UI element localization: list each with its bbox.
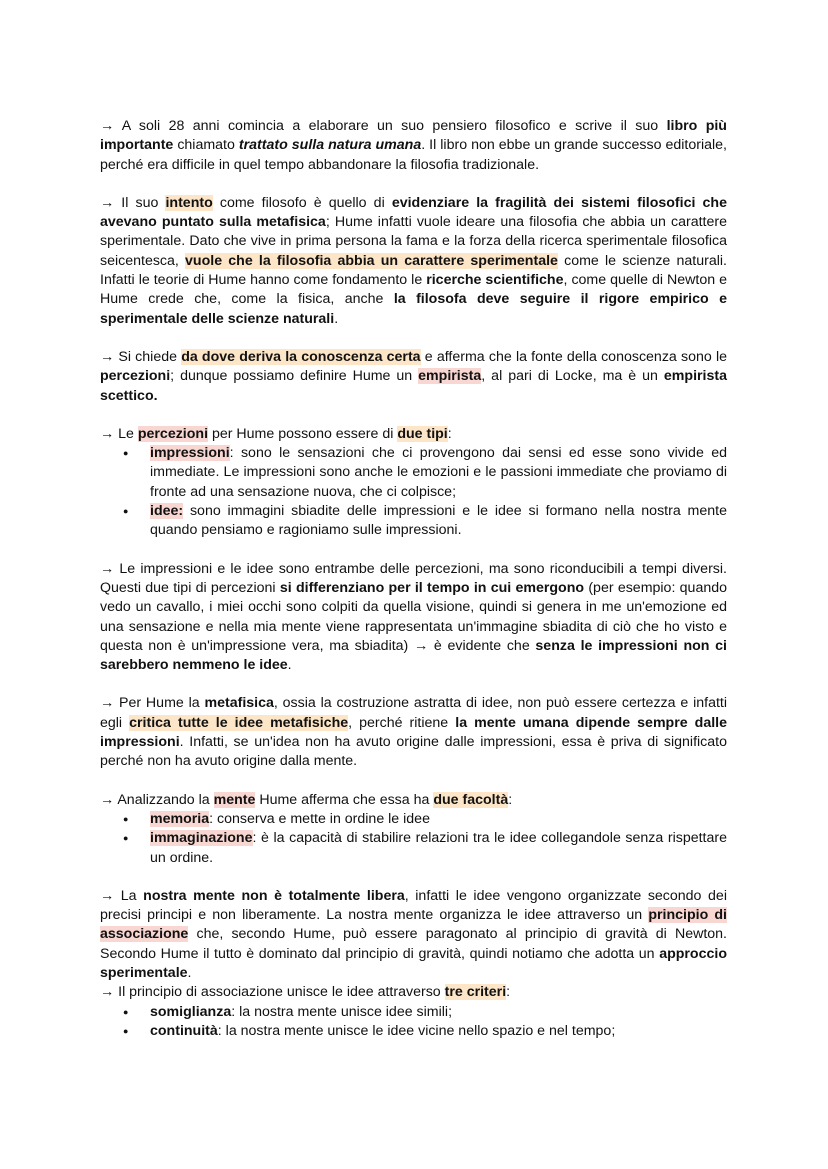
text-segment: vuole che la filosofia abbia un carattere sperimentale [185, 252, 558, 269]
paragraph-criteri [100, 983, 727, 1002]
text-segment: impressioni [150, 445, 230, 462]
text-segment: , infatti le idee vengono organizzate secondo dei precisi principi e non liberamente. La nostra mente organizza le idee attraverso un [100, 887, 727, 924]
text-segment: percezioni [100, 368, 171, 385]
text-segment: due facoltà [433, 791, 509, 808]
text-segment: da dove deriva la conoscenza certa [181, 348, 421, 365]
text-segment: immaginazione [150, 830, 253, 847]
text-segment: , come quelle di Newton e Hume crede che, come la fisica, anche [100, 272, 728, 308]
text-segment: la filosofa deve seguire il rigore empirico e sperimentale delle scienze naturali [100, 291, 727, 327]
text-segment: → La [100, 887, 144, 904]
text-segment: percezioni [137, 425, 209, 442]
list-item [150, 810, 727, 829]
text-segment: continuità [150, 1022, 218, 1039]
text-segment: : [506, 984, 511, 1001]
text-segment: ; dunque possiamo definire Hume un [170, 368, 419, 385]
paragraph-trattato [100, 117, 727, 175]
text-segment: , ossia la costruzione astratta di idee, non può essere certezza e infatti egli [100, 695, 727, 731]
text-segment: senza le impressioni non ci sarebbero nemmeno le idee [100, 637, 727, 674]
text-segment: trattato sulla natura umana [238, 137, 422, 154]
text-segment: due tipi [397, 425, 448, 442]
document-body [100, 117, 727, 1041]
text-segment: . [287, 657, 292, 674]
text-segment: : è la capacità di stabilire relazioni tra le idee collegandole senza rispettare un ordine. [150, 830, 727, 866]
text-segment: per Hume possono essere di [208, 425, 398, 442]
text-segment: principio di associazione [100, 907, 727, 943]
text-segment: (per esempio: quando vedo un cavallo, i miei occhi sono colpiti da quella visione, quindi si genera in me un'emozione ed una sensazione e nella mia mente viene rappresentata un'immagine sbiadita di ciò che ho visto e questa non è un'impressione vera, ma sbiadita) → è evidente che [100, 579, 728, 654]
text-segment: → Si chiede [100, 348, 182, 365]
text-segment: evidenziare la fragilità dei sistemi filosofici che avevano puntato sulla metafisica [100, 194, 727, 231]
list-item [150, 502, 727, 541]
text-segment: . [334, 310, 339, 327]
text-segment: memoria [150, 810, 210, 827]
text-segment: approccio sperimentale [100, 945, 727, 981]
paragraph-metafisica [100, 694, 727, 771]
text-segment: idee: [150, 503, 184, 520]
text-segment: empirista scettico. [100, 368, 727, 404]
text-segment: → Il principio di associazione unisce le idee attraverso [100, 984, 445, 1001]
text-segment: la mente umana dipende sempre dalle impressioni [100, 714, 728, 751]
text-segment: : sono le sensazioni che ci provengono dai sensi ed esse sono vivide ed immediate. Le impressioni sono anche le emozioni e le passioni immediate che proviamo di fronte ad una sensazione nuova, che ci colpisce; [150, 445, 727, 500]
text-segment: . Infatti, se un'idea non ha avuto origine dalle impressioni, essa è priva di significato perché non ha avuto origine dalla mente. [100, 734, 727, 770]
paragraph-percezioni [100, 425, 727, 444]
text-segment: , al pari di Locke, ma è un [481, 368, 664, 385]
text-segment: → Le [100, 425, 138, 442]
text-segment: Hume afferma che essa ha [255, 791, 434, 808]
text-segment: chiamato [173, 137, 239, 154]
text-segment: empirista [418, 368, 482, 385]
text-segment: → Per Hume la [100, 695, 205, 712]
paragraph-associazione [100, 887, 727, 983]
list-item [150, 829, 727, 868]
text-segment: mente [213, 791, 256, 808]
text-segment: e afferma che la fonte della conoscenza sono le [420, 348, 727, 365]
text-segment: sono immagini sbiadite delle impressioni e le idee si formano nella nostra mente quando pensiamo e ragioniamo sulle impressioni. [150, 503, 727, 539]
text-segment: ; Hume infatti vuole ideare una filosofia che abbia un carattere sperimentale. Dato che vive in prima persona la fama e la forza della ricerca sperimentale filosofica seicentesca, [100, 214, 727, 269]
text-segment: metafisica [204, 695, 274, 712]
text-segment: → Le impressioni e le idee sono entrambe delle percezioni, ma sono riconducibili a tempi diversi. Questi due tipi di percezioni [100, 560, 727, 596]
list-criteri [100, 1003, 727, 1042]
list-item [150, 1003, 727, 1022]
paragraph-intento [100, 194, 727, 329]
text-segment: somiglianza [150, 1003, 232, 1020]
text-segment: critica tutte le idee metafisiche [129, 714, 349, 731]
list-percezioni [100, 444, 727, 540]
text-segment: intento [165, 194, 213, 211]
text-segment: tre criteri [444, 984, 507, 1001]
paragraph-conoscenza [100, 348, 727, 406]
text-segment: libro più importante [100, 118, 727, 154]
text-segment: : conserva e mette in ordine le idee [209, 810, 430, 827]
text-segment: → A soli 28 anni comincia a elaborare un suo pensiero filosofico e scrive il suo [100, 118, 667, 134]
text-segment: si differenziano per il tempo in cui emergono [279, 579, 585, 596]
text-segment: . [187, 964, 192, 981]
text-segment: → Il suo [100, 194, 166, 211]
text-segment: che, secondo Hume, può essere paragonato al principio di gravità di Newton. Secondo Hume il tutto è dominato dal principio di gravità, quindi notiamo che adotta un [100, 926, 727, 962]
list-item [150, 444, 727, 502]
text-segment: : la nostra mente unisce le idee vicine nello spazio e nel tempo; [217, 1022, 616, 1039]
text-segment: nostra mente non è totalmente libera [143, 887, 405, 904]
text-segment: : [508, 791, 513, 808]
paragraph-impressioni-idee [100, 560, 727, 676]
text-segment: : la nostra mente unisce idee simili; [231, 1003, 453, 1020]
text-segment: , perché ritiene [348, 714, 456, 731]
text-segment: : [447, 425, 452, 442]
text-segment: → Analizzando la [100, 791, 214, 808]
list-facolta [100, 810, 727, 868]
paragraph-mente [100, 791, 727, 810]
text-segment: come le scienze naturali. Infatti le teorie di Hume hanno come fondamento le [100, 252, 727, 289]
text-segment: come filosofo è quello di [212, 194, 392, 211]
text-segment: . Il libro non ebbe un grande successo editoriale, perché era difficile in quel tempo abbandonare la filosofia tradizionale. [100, 137, 727, 173]
text-segment: ricerche scientifiche [426, 272, 564, 289]
list-item [150, 1022, 727, 1041]
